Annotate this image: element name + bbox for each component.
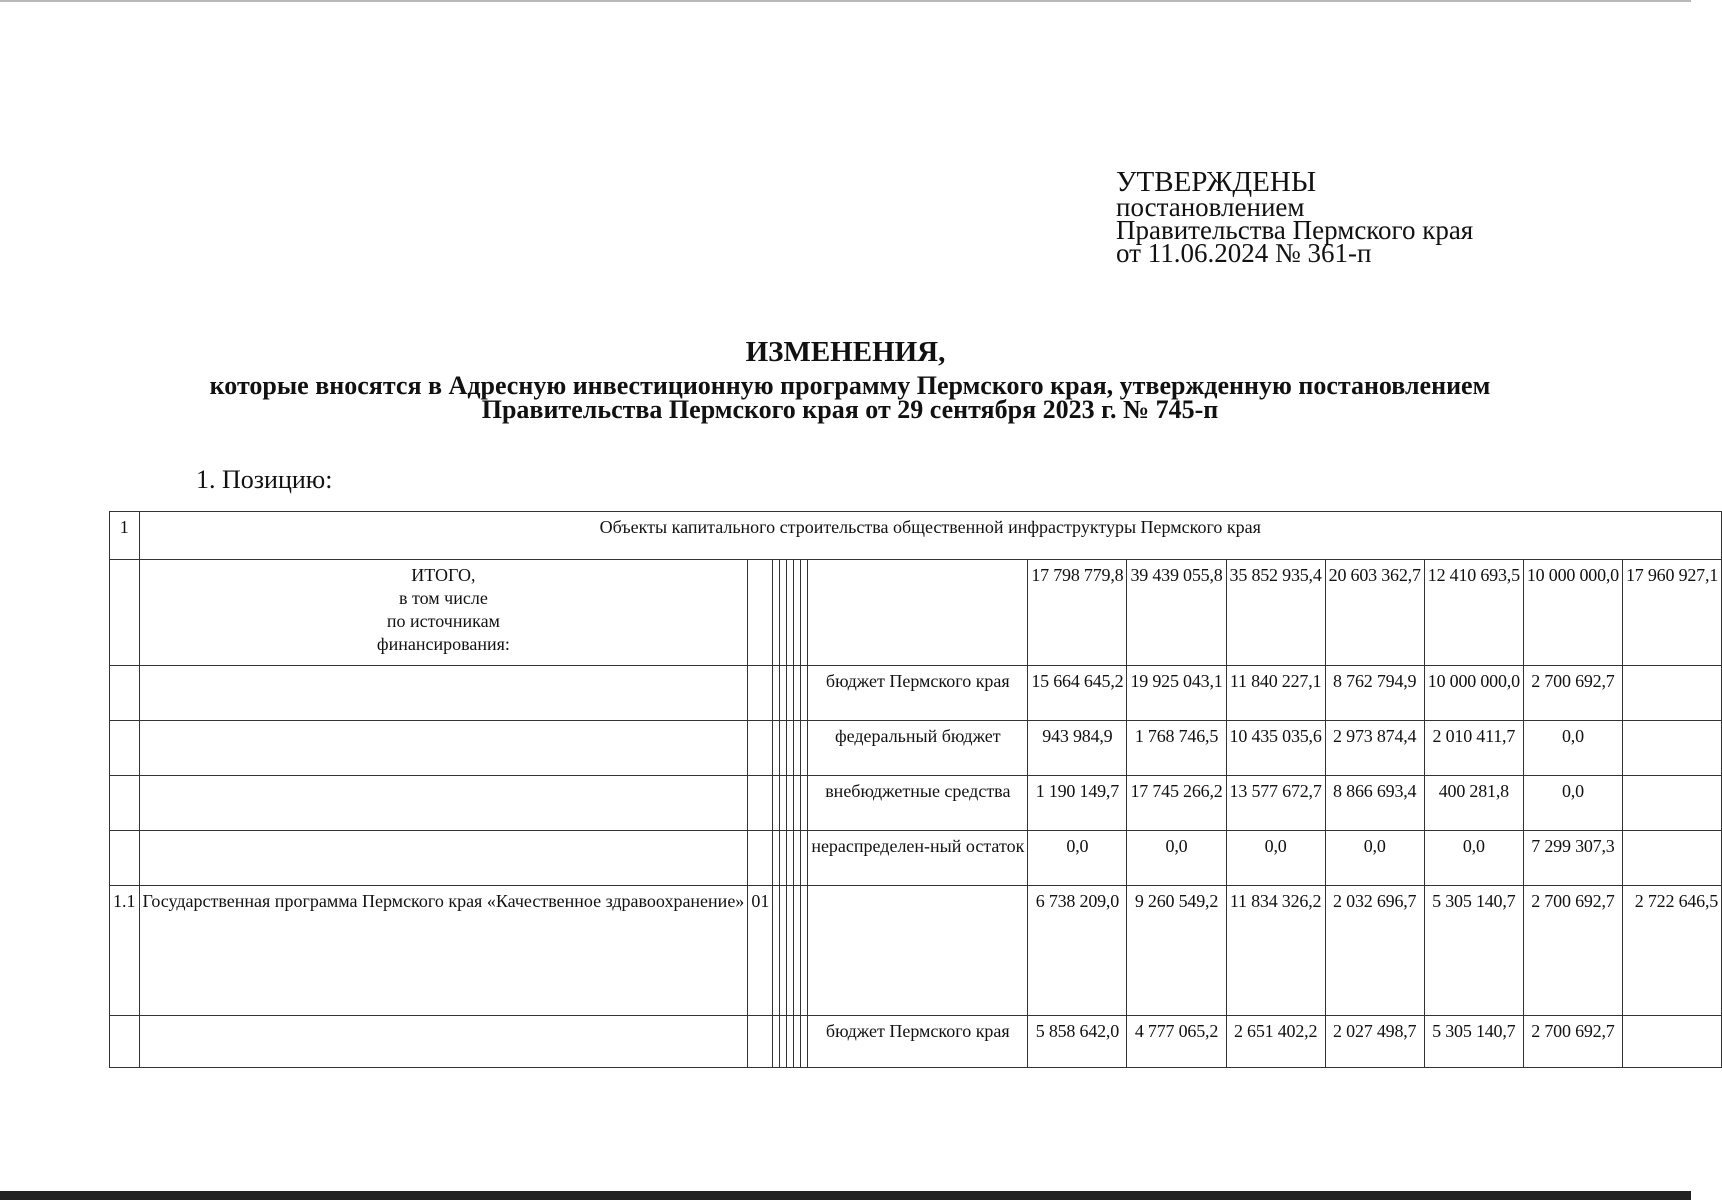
program-empty-cell xyxy=(801,886,808,1016)
source-empty-cell xyxy=(780,831,787,886)
source-empty-cell xyxy=(773,776,780,831)
source-empty-cell xyxy=(794,721,801,776)
approval-line-4: от 11.06.2024 № 361-п xyxy=(1116,238,1372,268)
value-cell: 2 700 692,7 xyxy=(1523,666,1622,721)
value-cell: 19 925 043,1 xyxy=(1127,666,1226,721)
subtitle-line-2: Правительства Пермского края от 29 сентября 2023 г. № 745-п xyxy=(481,395,1219,424)
subtitle-line-1: которые вносятся в Адресную инвестиционную программу Пермского края, утвержденную постановлением xyxy=(209,371,1491,400)
value-cell: 0,0 xyxy=(1424,831,1523,886)
program-funding-row xyxy=(110,1016,1722,1068)
approval-line-2: постановлением xyxy=(1116,192,1305,222)
total-label: ИТОГО, в том числе по источникам финансирования: xyxy=(139,560,748,666)
source-empty-cell xyxy=(773,1016,780,1068)
program-empty-cell xyxy=(787,886,794,1016)
value-cell: 0,0 xyxy=(1226,831,1325,886)
value-cell: 2 027 498,7 xyxy=(1325,1016,1424,1068)
source-empty-cell xyxy=(780,776,787,831)
source-empty-cell xyxy=(787,666,794,721)
source-empty-cell xyxy=(780,721,787,776)
funding-source-row xyxy=(110,721,1722,776)
source-empty-cell xyxy=(780,666,787,721)
value-cell: 2 010 411,7 xyxy=(1424,721,1523,776)
value-cell: 2 651 402,2 xyxy=(1226,1016,1325,1068)
value-cell: 1 190 149,7 xyxy=(1028,776,1127,831)
value-cell: 35 852 935,4 xyxy=(1226,560,1325,666)
value-cell: 12 410 693,5 xyxy=(1424,560,1523,666)
source-empty-cell xyxy=(773,666,780,721)
program-name: Государственная программа Пермского края «Качественное здравоохранение» xyxy=(139,886,748,1016)
source-empty-cell xyxy=(794,1016,801,1068)
value-cell: 1 768 746,5 xyxy=(1127,721,1226,776)
funding-source-label: федеральный бюджет xyxy=(808,721,1028,776)
source-empty-cell xyxy=(801,1016,808,1068)
value-cell: 2 973 874,4 xyxy=(1325,721,1424,776)
row-number-cell xyxy=(110,721,140,776)
value-cell: 0,0 xyxy=(1028,831,1127,886)
program-code: 01 xyxy=(748,886,773,1016)
value-cell xyxy=(1622,831,1721,886)
section-title: Объекты капитального строительства общественной инфраструктуры Пермского края xyxy=(139,512,1722,560)
total-empty-cell xyxy=(780,560,787,666)
funding-source-row xyxy=(110,831,1722,886)
value-cell: 943 984,9 xyxy=(1028,721,1127,776)
program-empty-cell xyxy=(773,886,780,1016)
program-row xyxy=(110,886,1722,1016)
row-number-cell xyxy=(110,776,140,831)
funding-source-label: нераспределен-ный остаток xyxy=(808,831,1028,886)
source-empty-cell xyxy=(787,721,794,776)
total-empty-cell xyxy=(808,560,1028,666)
value-cell: 17 798 779,8 xyxy=(1028,560,1127,666)
value-cell: 8 866 693,4 xyxy=(1325,776,1424,831)
source-empty-cell xyxy=(794,666,801,721)
funding-source-row xyxy=(110,776,1722,831)
value-cell: 0,0 xyxy=(1523,721,1622,776)
name-cell xyxy=(139,666,748,721)
document-title: ИЗМЕНЕНИЯ, xyxy=(745,336,946,368)
total-empty-cell xyxy=(794,560,801,666)
approval-stamp xyxy=(1116,166,1474,268)
funding-source-label: внебюджетные средства xyxy=(808,776,1028,831)
program-empty-cell xyxy=(794,886,801,1016)
source-empty-cell xyxy=(801,776,808,831)
value-cell: 0,0 xyxy=(1127,831,1226,886)
source-empty-cell xyxy=(748,1016,773,1068)
value-cell: 2 722 646,5 xyxy=(1622,886,1721,1016)
value-cell: 0,0 xyxy=(1523,776,1622,831)
source-empty-cell xyxy=(794,831,801,886)
value-cell xyxy=(1622,666,1721,721)
scan-edge-bottom xyxy=(0,1191,1691,1200)
value-cell: 8 762 794,9 xyxy=(1325,666,1424,721)
value-cell: 10 000 000,0 xyxy=(1424,666,1523,721)
approval-line-3: Правительства Пермского края xyxy=(1116,215,1474,245)
value-cell: 17 745 266,2 xyxy=(1127,776,1226,831)
investment-table xyxy=(109,511,1722,1068)
value-cell: 4 777 065,2 xyxy=(1127,1016,1226,1068)
source-empty-cell xyxy=(773,721,780,776)
value-cell: 20 603 362,7 xyxy=(1325,560,1424,666)
row-number-cell xyxy=(110,1016,140,1068)
value-cell xyxy=(1622,1016,1721,1068)
approval-line-1: УТВЕРЖДЕНЫ xyxy=(1116,166,1317,198)
name-cell xyxy=(139,1016,748,1068)
source-empty-cell xyxy=(794,776,801,831)
value-cell: 0,0 xyxy=(1325,831,1424,886)
total-empty-cell xyxy=(787,560,794,666)
source-empty-cell xyxy=(780,1016,787,1068)
funding-source-row xyxy=(110,666,1722,721)
source-empty-cell xyxy=(801,721,808,776)
value-cell xyxy=(1622,721,1721,776)
source-empty-cell xyxy=(748,776,773,831)
value-cell xyxy=(1622,776,1721,831)
source-empty-cell xyxy=(773,831,780,886)
source-empty-cell xyxy=(787,831,794,886)
value-cell: 10 000 000,0 xyxy=(1523,560,1622,666)
value-cell: 5 858 642,0 xyxy=(1028,1016,1127,1068)
value-cell: 6 738 209,0 xyxy=(1028,886,1127,1016)
name-cell xyxy=(139,831,748,886)
value-cell: 11 840 227,1 xyxy=(1226,666,1325,721)
value-cell: 5 305 140,7 xyxy=(1424,886,1523,1016)
value-cell: 7 299 307,3 xyxy=(1523,831,1622,886)
scan-edge-top xyxy=(0,0,1691,2)
value-cell: 9 260 549,2 xyxy=(1127,886,1226,1016)
name-cell xyxy=(139,721,748,776)
total-empty-cell xyxy=(801,560,808,666)
program-empty-cell xyxy=(780,886,787,1016)
source-empty-cell xyxy=(787,776,794,831)
value-cell: 39 439 055,8 xyxy=(1127,560,1226,666)
total-empty-cell xyxy=(748,560,773,666)
value-cell: 17 960 927,1 xyxy=(1622,560,1721,666)
source-empty-cell xyxy=(748,666,773,721)
source-empty-cell xyxy=(787,1016,794,1068)
source-empty-cell xyxy=(801,831,808,886)
value-cell: 400 281,8 xyxy=(1424,776,1523,831)
value-cell: 15 664 645,2 xyxy=(1028,666,1127,721)
value-cell: 13 577 672,7 xyxy=(1226,776,1325,831)
source-empty-cell xyxy=(748,721,773,776)
value-cell: 10 435 035,6 xyxy=(1226,721,1325,776)
row-number-cell xyxy=(110,560,140,666)
name-cell xyxy=(139,776,748,831)
funding-source-label: бюджет Пермского края xyxy=(808,666,1028,721)
row-number-cell xyxy=(110,666,140,721)
position-label: 1. Позицию: xyxy=(196,465,333,494)
program-empty-cell xyxy=(808,886,1028,1016)
section-number: 1 xyxy=(110,512,140,560)
document-subtitle xyxy=(140,371,1560,424)
funding-source-label: бюджет Пермского края xyxy=(808,1016,1028,1068)
value-cell: 11 834 326,2 xyxy=(1226,886,1325,1016)
total-row xyxy=(110,560,1722,666)
value-cell: 2 032 696,7 xyxy=(1325,886,1424,1016)
section-header-row xyxy=(110,512,1722,560)
program-number: 1.1 xyxy=(110,886,140,1016)
source-empty-cell xyxy=(801,666,808,721)
source-empty-cell xyxy=(748,831,773,886)
value-cell: 2 700 692,7 xyxy=(1523,886,1622,1016)
value-cell: 5 305 140,7 xyxy=(1424,1016,1523,1068)
row-number-cell xyxy=(110,831,140,886)
total-empty-cell xyxy=(773,560,780,666)
value-cell: 2 700 692,7 xyxy=(1523,1016,1622,1068)
